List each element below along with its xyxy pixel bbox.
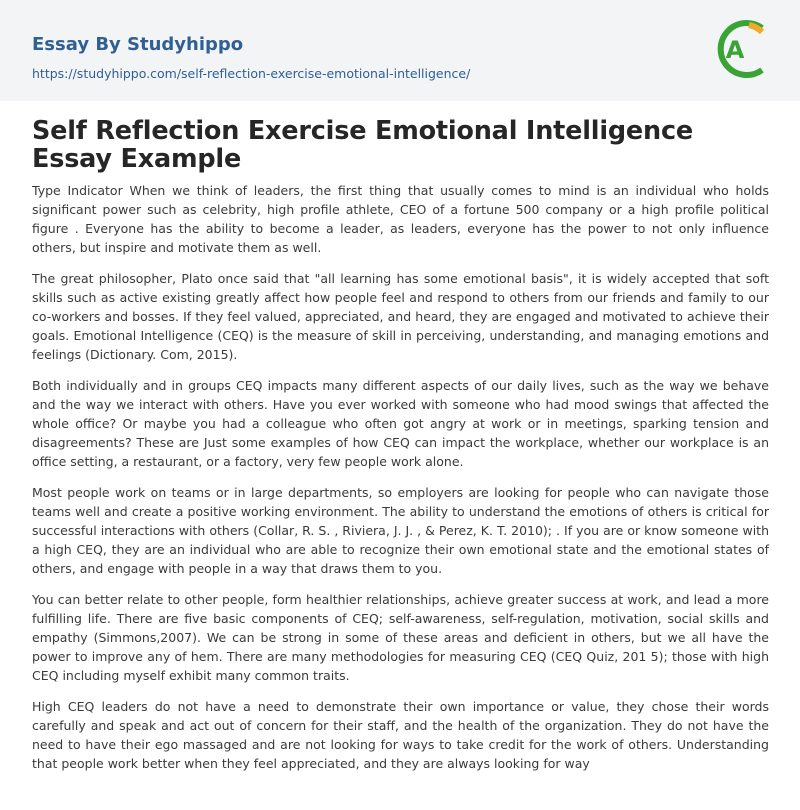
studyhippo-logo-icon[interactable] (713, 17, 771, 81)
article-paragraph: High CEQ leaders do not have a need to demonstrate their own importance or value, they chose their words carefully and speak and act out of concern for their staff, and the health of the organization. They do not have the need to have their ego massaged and are not looking for ways to take credit for the work of others. Understanding that people work better when they feel appreciated, and they are always looking for way (32, 699, 769, 771)
article-paragraph: Most people work on teams or in large departments, so employers are looking for people who can navigate those teams well and create a positive working environment. The ability to understand the emotions of others is critical for successful interactions with others (Collar, R. S. , Riviera, J. J. , & Perez, K. T. 2010); . If you are or know someone with a high CEQ, they are an individual who are able to recognize their own emotional state and the emotional states of others, and engage with people in a way that draws them to you. (32, 485, 769, 576)
article-paragraph: The great philosopher, Plato once said that "all learning has some emotional basis", it is widely accepted that soft skills such as active existing greatly affect how people feel and respond to others from our friends and family to our co-workers and bosses. If they feel valued, appreciated, and heard, they are engaged and motivated to achieve their goals. Emotional Intelligence (CEQ) is the measure of skill in perceiving, understanding, and managing emotions and feelings (Dictionary. Com, 2015). (32, 271, 769, 362)
page-url-link[interactable]: https://studyhippo.com/self-reflection-exercise-emotional-intelligence/ (32, 66, 471, 81)
article (32, 117, 769, 785)
logo-letter: A (725, 36, 745, 64)
site-brand-link[interactable]: Essay By Studyhippo (32, 34, 244, 55)
site-header (0, 0, 800, 101)
article-paragraph: Type Indicator When we think of leaders, the first thing that usually comes to mind is an individual who holds significant power such as celebrity, high profile athlete, CEO of a fortune 500 company or a high profile political figure . Everyone has the ability to become a leader, as leaders, everyone has the power to not only influence others, but inspire and motivate them as well. (32, 183, 769, 255)
article-paragraph: You can better relate to other people, form healthier relationships, achieve greater success at work, and lead a more fulfilling life. There are five basic components of CEQ; self-awareness, self-regulation, motivation, social skills and empathy (Simmons,2007). We can be strong in some of these areas and deficient in others, but we all have the power to improve any of hem. There are many methodologies for measuring CEQ (CEQ Quiz, 201 5); those with high CEQ including myself exhibit many common traits. (32, 592, 769, 683)
article-paragraph: Both individually and in groups CEQ impacts many different aspects of our daily lives, such as the way we behave and the way we interact with others. Have you ever worked with someone who had mood swings that affected the whole office? Or maybe you had a colleague who often got angry at work or in meetings, sparking tension and disagreements? These are Just some examples of how CEQ can impact the workplace, whether our workplace is an office setting, a restaurant, or a factory, very few people work alone. (32, 378, 769, 469)
article-title: Self Reflection Exercise Emotional Intelligence Essay Example (32, 116, 693, 174)
